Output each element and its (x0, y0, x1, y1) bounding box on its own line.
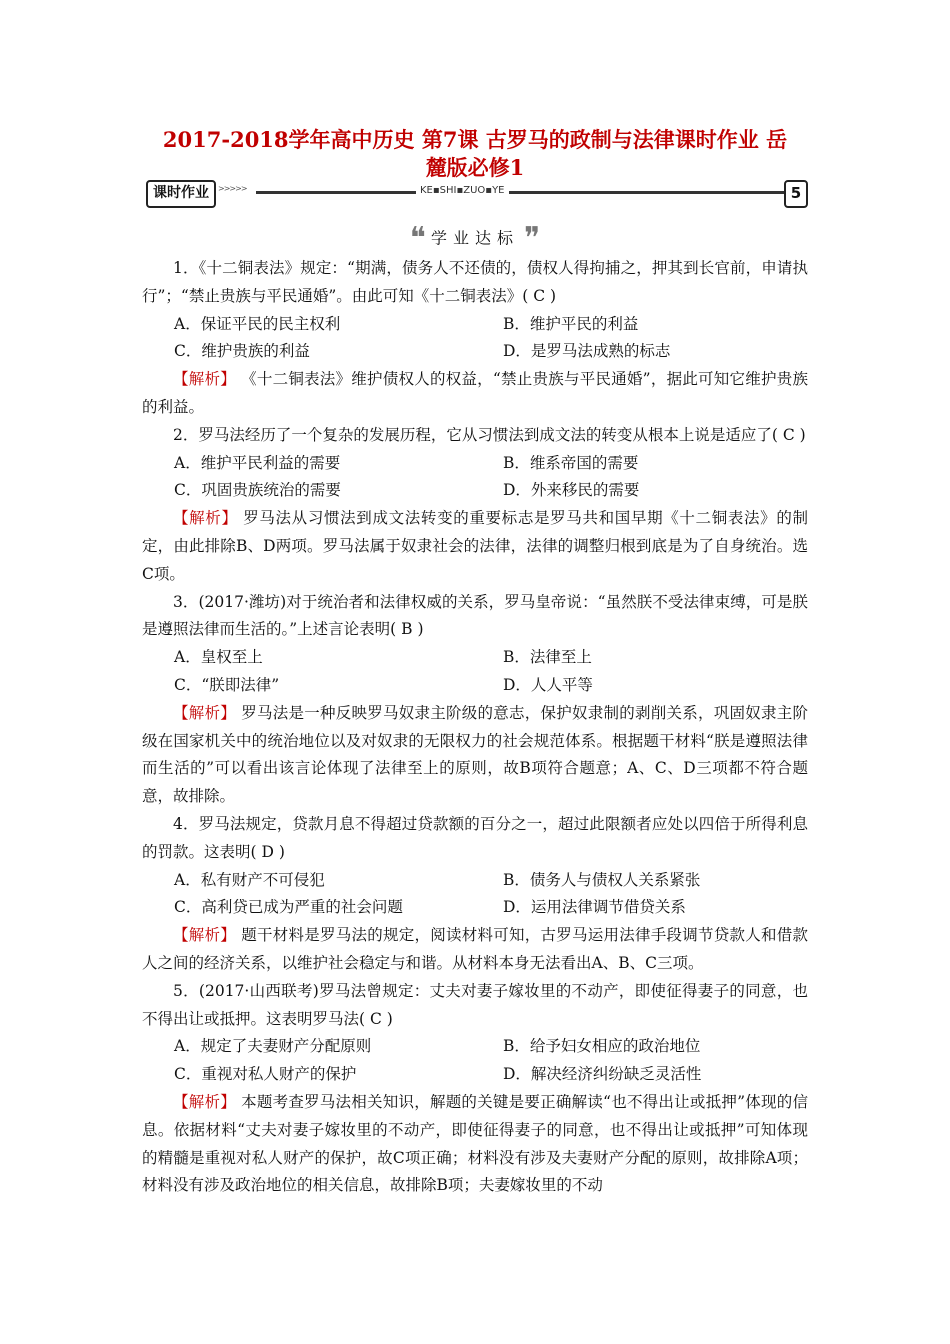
analysis-line: “朕是遵照法律而生活的”可以看出该言论体现了法律至上的原则，故B项符合题意； (142, 731, 808, 778)
stem-line: 申请执行”；“禁止贵族与平民通婚”。由此可知《十二铜表法》( C ) (142, 259, 808, 305)
option-row (142, 867, 808, 895)
section-label: 学业达标 (430, 228, 519, 248)
stem-line: 4．罗马法规定，贷款月息不得超过贷款额的百分之一，超过此限额者应处以四倍于所 (173, 814, 762, 833)
quote-close-icon: ❞ (524, 220, 541, 256)
homework-banner (146, 180, 808, 206)
option-A: A．皇权至上 (174, 648, 263, 667)
option-row (142, 894, 808, 922)
analysis-line: 本题考查罗马法相关知识，解题的关键是要正确解读“也不得出让或抵押” (235, 1092, 746, 1111)
analysis-label: 【解析】 (173, 1092, 236, 1111)
analysis-line: 《十二铜表法》维护债权人的权益，“禁止贵族与平民通婚”，据此可知它 (235, 370, 746, 389)
analysis-line: 的制定，由此排除B、D两项。罗马法属于奴隶社会的法律，法律的调整归根到底是为了自 (142, 509, 808, 555)
stem-line: 意，也不得出让或抵押。这表明罗马法( C ) (142, 981, 808, 1028)
question-stem (142, 255, 808, 311)
option-D: D．人人平等 (503, 675, 593, 694)
analysis (142, 505, 808, 588)
title-line-2: 麓版必修1 (425, 155, 525, 180)
analysis-label: 【解析】 (173, 703, 237, 722)
stem-line: 3．(2017·潍坊)对于统治者和法律权威的关系，罗马皇帝说：“虽然朕不受法律束缚， (173, 592, 762, 611)
question-list (142, 255, 808, 1200)
option-row (142, 477, 808, 505)
question-5 (142, 978, 808, 1200)
option-D: D．外来移民的需要 (503, 481, 640, 500)
option-C: C．高利贷已成为严重的社会问题 (174, 898, 403, 917)
option-row (142, 311, 808, 339)
analysis-line: 体现的信息。依据材料“丈夫对妻子嫁妆里的不动产，即使征得妻子的同意，也不得出让或 (142, 1092, 808, 1139)
analysis-line: 隶主阶级在国家机关中的统治地位以及对奴隶的无限权力的社会规范体系。根据题干材料 (142, 703, 808, 750)
option-A: A．保证平民的民主权利 (174, 314, 341, 333)
question-2 (142, 422, 808, 589)
analysis-label: 【解析】 (173, 926, 237, 945)
option-B: B．给予妇女相应的政治地位 (503, 1037, 701, 1056)
analysis (142, 366, 808, 422)
option-B: B．法律至上 (503, 648, 592, 667)
banner-number-badge: 5 (784, 180, 808, 208)
quote-open-icon: ❝ (409, 220, 426, 256)
stem-line: 5．(2017·山西联考)罗马法曾规定：丈夫对妻子嫁妆里的不动产，即使征得妻子的同 (173, 981, 761, 1000)
analysis-line: 维护贵族的利益。 (142, 370, 808, 416)
analysis (142, 922, 808, 978)
analysis-line: 身统治。选C项。 (142, 536, 808, 583)
analysis-label: 【解析】 (173, 509, 238, 528)
option-row (142, 644, 808, 672)
stem-line: 得利息的罚款。这表明( D ) (142, 814, 808, 861)
analysis-label: 【解析】 (173, 370, 236, 389)
question-stem (142, 589, 808, 645)
option-row (142, 672, 808, 700)
option-D: D．运用法律调节借贷关系 (503, 898, 686, 917)
question-4 (142, 811, 808, 978)
banner-rule (256, 191, 788, 194)
option-A: A．私有财产不可侵犯 (174, 870, 325, 889)
question-stem (142, 811, 808, 867)
option-row (142, 1033, 808, 1061)
analysis-line: 和借款人之间的经济关系，以维护社会稳定与和谐。从材料本身无法看出A、B、C三项。 (142, 926, 808, 972)
option-D: D．是罗马法成熟的标志 (503, 342, 671, 361)
question-3 (142, 589, 808, 811)
option-row (142, 450, 808, 478)
option-B: B．维系帝国的需要 (503, 453, 639, 472)
analysis-line: 的原则，故排除A项；材料没有涉及政治地位的相关信息，故排除B项；夫妻嫁妆里的不动 (142, 1148, 808, 1195)
option-C: C．“朕即法律” (174, 675, 280, 694)
analysis (142, 1089, 808, 1200)
banner-pinyin: KE▪SHI▪ZUO▪YE (416, 185, 509, 196)
section-header (0, 220, 950, 256)
option-D: D．解决经济纠纷缺乏灵活性 (503, 1065, 702, 1084)
analysis-line: 罗马法从习惯法到成文法转变的重要标志是罗马共和国早期《十二铜表法》 (237, 509, 777, 528)
option-row (142, 338, 808, 366)
stem-line: 了( C ) (756, 425, 806, 444)
stem-line: 2．罗马法经历了一个复杂的发展历程，它从习惯法到成文法的转变从根本上说是适应 (173, 425, 757, 444)
analysis (142, 700, 808, 811)
question-stem (142, 422, 808, 450)
option-A: A．维护平民利益的需要 (174, 453, 341, 472)
option-B: B．维护平民的利益 (503, 314, 639, 333)
option-C: C．重视对私人财产的保护 (174, 1065, 357, 1084)
option-C: C．巩固贵族统治的需要 (174, 481, 341, 500)
question-stem (142, 978, 808, 1034)
document-title (0, 126, 950, 182)
banner-arrows: >>>>> (218, 184, 247, 193)
question-1 (142, 255, 808, 422)
analysis-line: 罗马法是一种反映罗马奴隶主阶级的意志，保护奴隶制的剥削关系，巩固奴 (236, 703, 761, 722)
option-row (142, 1061, 808, 1089)
stem-line: 1．《十二铜表法》规定：“期满，债务人不还债的，债权人得拘捕之，押其到长官前， (173, 259, 762, 277)
title-line-1: 2017-2018学年高中历史 第7课 古罗马的政制与法律课时作业 岳 (162, 127, 788, 152)
banner-tag: 课时作业 (146, 180, 216, 208)
option-C: C．维护贵族的利益 (174, 342, 310, 361)
option-A: A．规定了夫妻财产分配原则 (174, 1037, 372, 1056)
analysis-line: 抵押”可知体现的精髓是重视对私人财产的保护，故C项正确；材料没有涉及夫妻财产分配 (142, 1120, 808, 1167)
analysis-line: 题干材料是罗马法的规定，阅读材料可知，古罗马运用法律手段调节贷款人 (236, 926, 761, 945)
option-B: B．债务人与债权人关系紧张 (503, 870, 701, 889)
analysis-line: A、C、D三项都不符合题意，故排除。 (142, 759, 808, 806)
stem-line: 可是朕是遵照法律而生活的。”上述言论表明( B ) (142, 592, 808, 639)
